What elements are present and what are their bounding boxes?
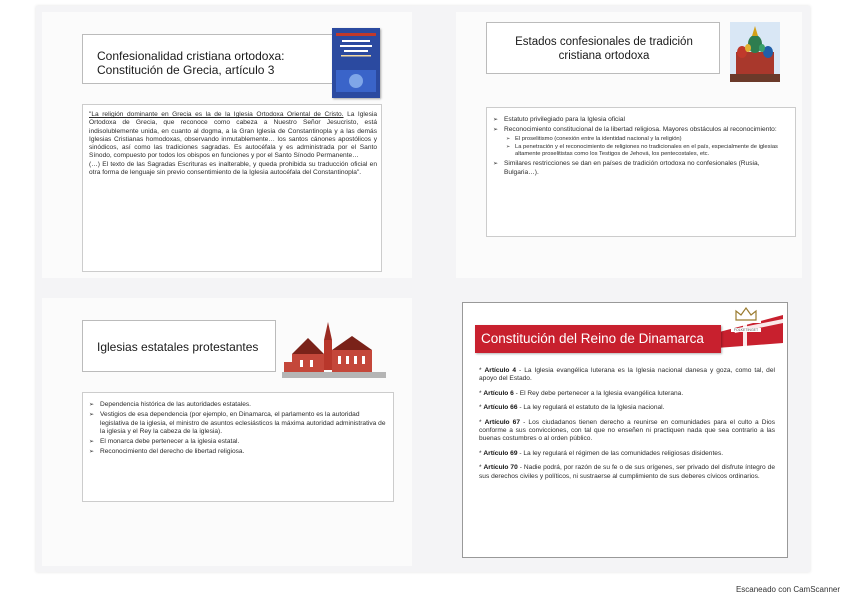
greece-article-text	[89, 111, 377, 177]
protestant-title-box	[82, 320, 276, 372]
greece-quote-underlined: "La religión dominante en Grecia es la de la Iglesia Ortodoxa Oriental de Cristo.	[89, 111, 344, 118]
orthodox-sub-2: ➢ La penetración y el reconocimiento de religiones no tradicionales en el país, especialmente de iglesias altamente proselitistas como los Testigos de Jehová, los pentecostales, etc.	[504, 144, 789, 159]
orthodox-title: Estados confesionales de tradición cristiana ortodoxa	[515, 36, 693, 62]
protestant-bullet-3: ➢ El monarca debe pertenecer a la iglesia estatal.	[89, 438, 387, 446]
slide-protestant-churches	[42, 298, 412, 566]
greece-quote-body: La Iglesia Ortodoxa de Grecia, que reconoce como cabeza a Nuestro Señor Jesucristo, está indisolublemente unida, en cuanto al dogma, a la Gran Iglesia de Constantinopla y a las demás Iglesias Cristianas homodoxas, observando inmutablemente… los santos cánones apostólicos y sinódicos, así como las tradiciones sagradas. Es autocéfala y es administrada por el Santo Sínodo, compuesto por todos los obispos en funciones y por el Santo Sínodo Permanente…	[89, 111, 377, 160]
cathedral-image	[730, 22, 780, 82]
cathedral-graphic	[730, 22, 780, 82]
orthodox-content-box	[486, 107, 796, 237]
book-cover-graphic	[332, 28, 380, 98]
protestant-content-box	[82, 392, 394, 502]
emblem-caption: FOLKETINGET	[731, 328, 761, 332]
article-67: * Artículo 67 - Los ciudadanos tienen derecho a reunirse en comunidades para el culto a Dios conforme a sus convicciones, con tal que no enseñen ni practiquen nada que sea contrario a las buenas costumbres o al orden público.	[479, 418, 776, 443]
denmark-title-bar	[475, 325, 721, 353]
protestant-title: Iglesias estatales protestantes	[97, 340, 259, 354]
scanned-page	[36, 6, 810, 572]
protestant-list	[89, 401, 387, 459]
article-69: * Artículo 69 - La ley regulará el régimen de las comunidades religiosas disidentes.	[479, 449, 724, 457]
orthodox-bullet-2: ➢ Reconocimiento constitucional de la libertad religiosa. Mayores obstáculos al reconocimiento: ➢ El proselitismo (conexión entre la identidad nacional y la religión) ➢ La penetración y el reconocimiento de religiones no tradicionales en el país, especialmente de iglesias altamente proselitistas como los Testigos de Jehová, los pentecostales, etc.	[493, 126, 789, 158]
greece-title-box	[82, 34, 362, 84]
article-70: * Artículo 70 - Nadie podrá, por razón de su fe o de sus orígenes, ser privado del disfrute íntegro de sus derechos civiles y políticos, ni sustraerse al cumplimiento de sus deberes cívicos ordinarios.	[479, 464, 775, 480]
greece-quote-end: (…) El texto de las Sagradas Escrituras es inalterable, y queda prohibida su traducción oficial en otra forma de lenguaje sin previo consentimiento de la Iglesia autocéfala del Constantinopla".	[89, 160, 377, 177]
camscanner-footer: Escaneado con CamScanner	[735, 585, 840, 594]
orthodox-list	[493, 116, 789, 179]
denmark-title: Constitución del Reino de Dinamarca	[481, 331, 704, 346]
slide-denmark-constitution	[462, 302, 788, 558]
church-image	[282, 318, 386, 378]
folketinget-emblem	[731, 305, 761, 332]
greece-quote-box	[82, 104, 382, 272]
article-66: * Artículo 66 - La ley regulará el estatuto de la Iglesia nacional.	[479, 404, 665, 412]
orthodox-sub-1: ➢ El proselitismo (conexión entre la identidad nacional y la religión)	[504, 136, 789, 143]
constitution-book-image	[332, 28, 380, 98]
protestant-bullet-2: ➢ Vestigios de esa dependencia (por ejemplo, en Dinamarca, el parlamento es la autoridad legislativa de la iglesia, el ministro de asuntos eclesiásticos la máxima autoridad administrativa de la iglesia y el Rey la cabeza de la iglesia).	[89, 411, 387, 436]
orthodox-bullet-3: ➢ Similares restricciones se dan en países de tradición ortodoxa no confesionales (Rusia, Bulgaria…).	[493, 160, 789, 177]
protestant-bullet-1: ➢ Dependencia histórica de las autoridades estatales.	[89, 401, 387, 409]
orthodox-title-box	[486, 22, 720, 74]
greece-title: Confesionalidad cristiana ortodoxa: Constitución de Grecia, artículo 3	[97, 49, 285, 77]
article-6: * Artículo 6 - El Rey debe pertenecer a la Iglesia evangélica luterana.	[479, 389, 684, 397]
article-4: * Artículo 4 - La Iglesia evangélica luterana es la Iglesia nacional danesa y goza, como tal, del apoyo del Estado.	[479, 367, 775, 383]
crown-icon	[731, 305, 761, 323]
orthodox-bullet-1: ➢ Estatuto privilegiado para la Iglesia oficial	[493, 116, 789, 124]
slide-greece-constitution	[42, 12, 412, 278]
denmark-articles	[479, 367, 775, 487]
church-graphic	[282, 318, 386, 378]
slide-orthodox-states	[456, 12, 802, 278]
protestant-bullet-4: ➢ Reconocimiento del derecho de libertad religiosa.	[89, 448, 387, 456]
